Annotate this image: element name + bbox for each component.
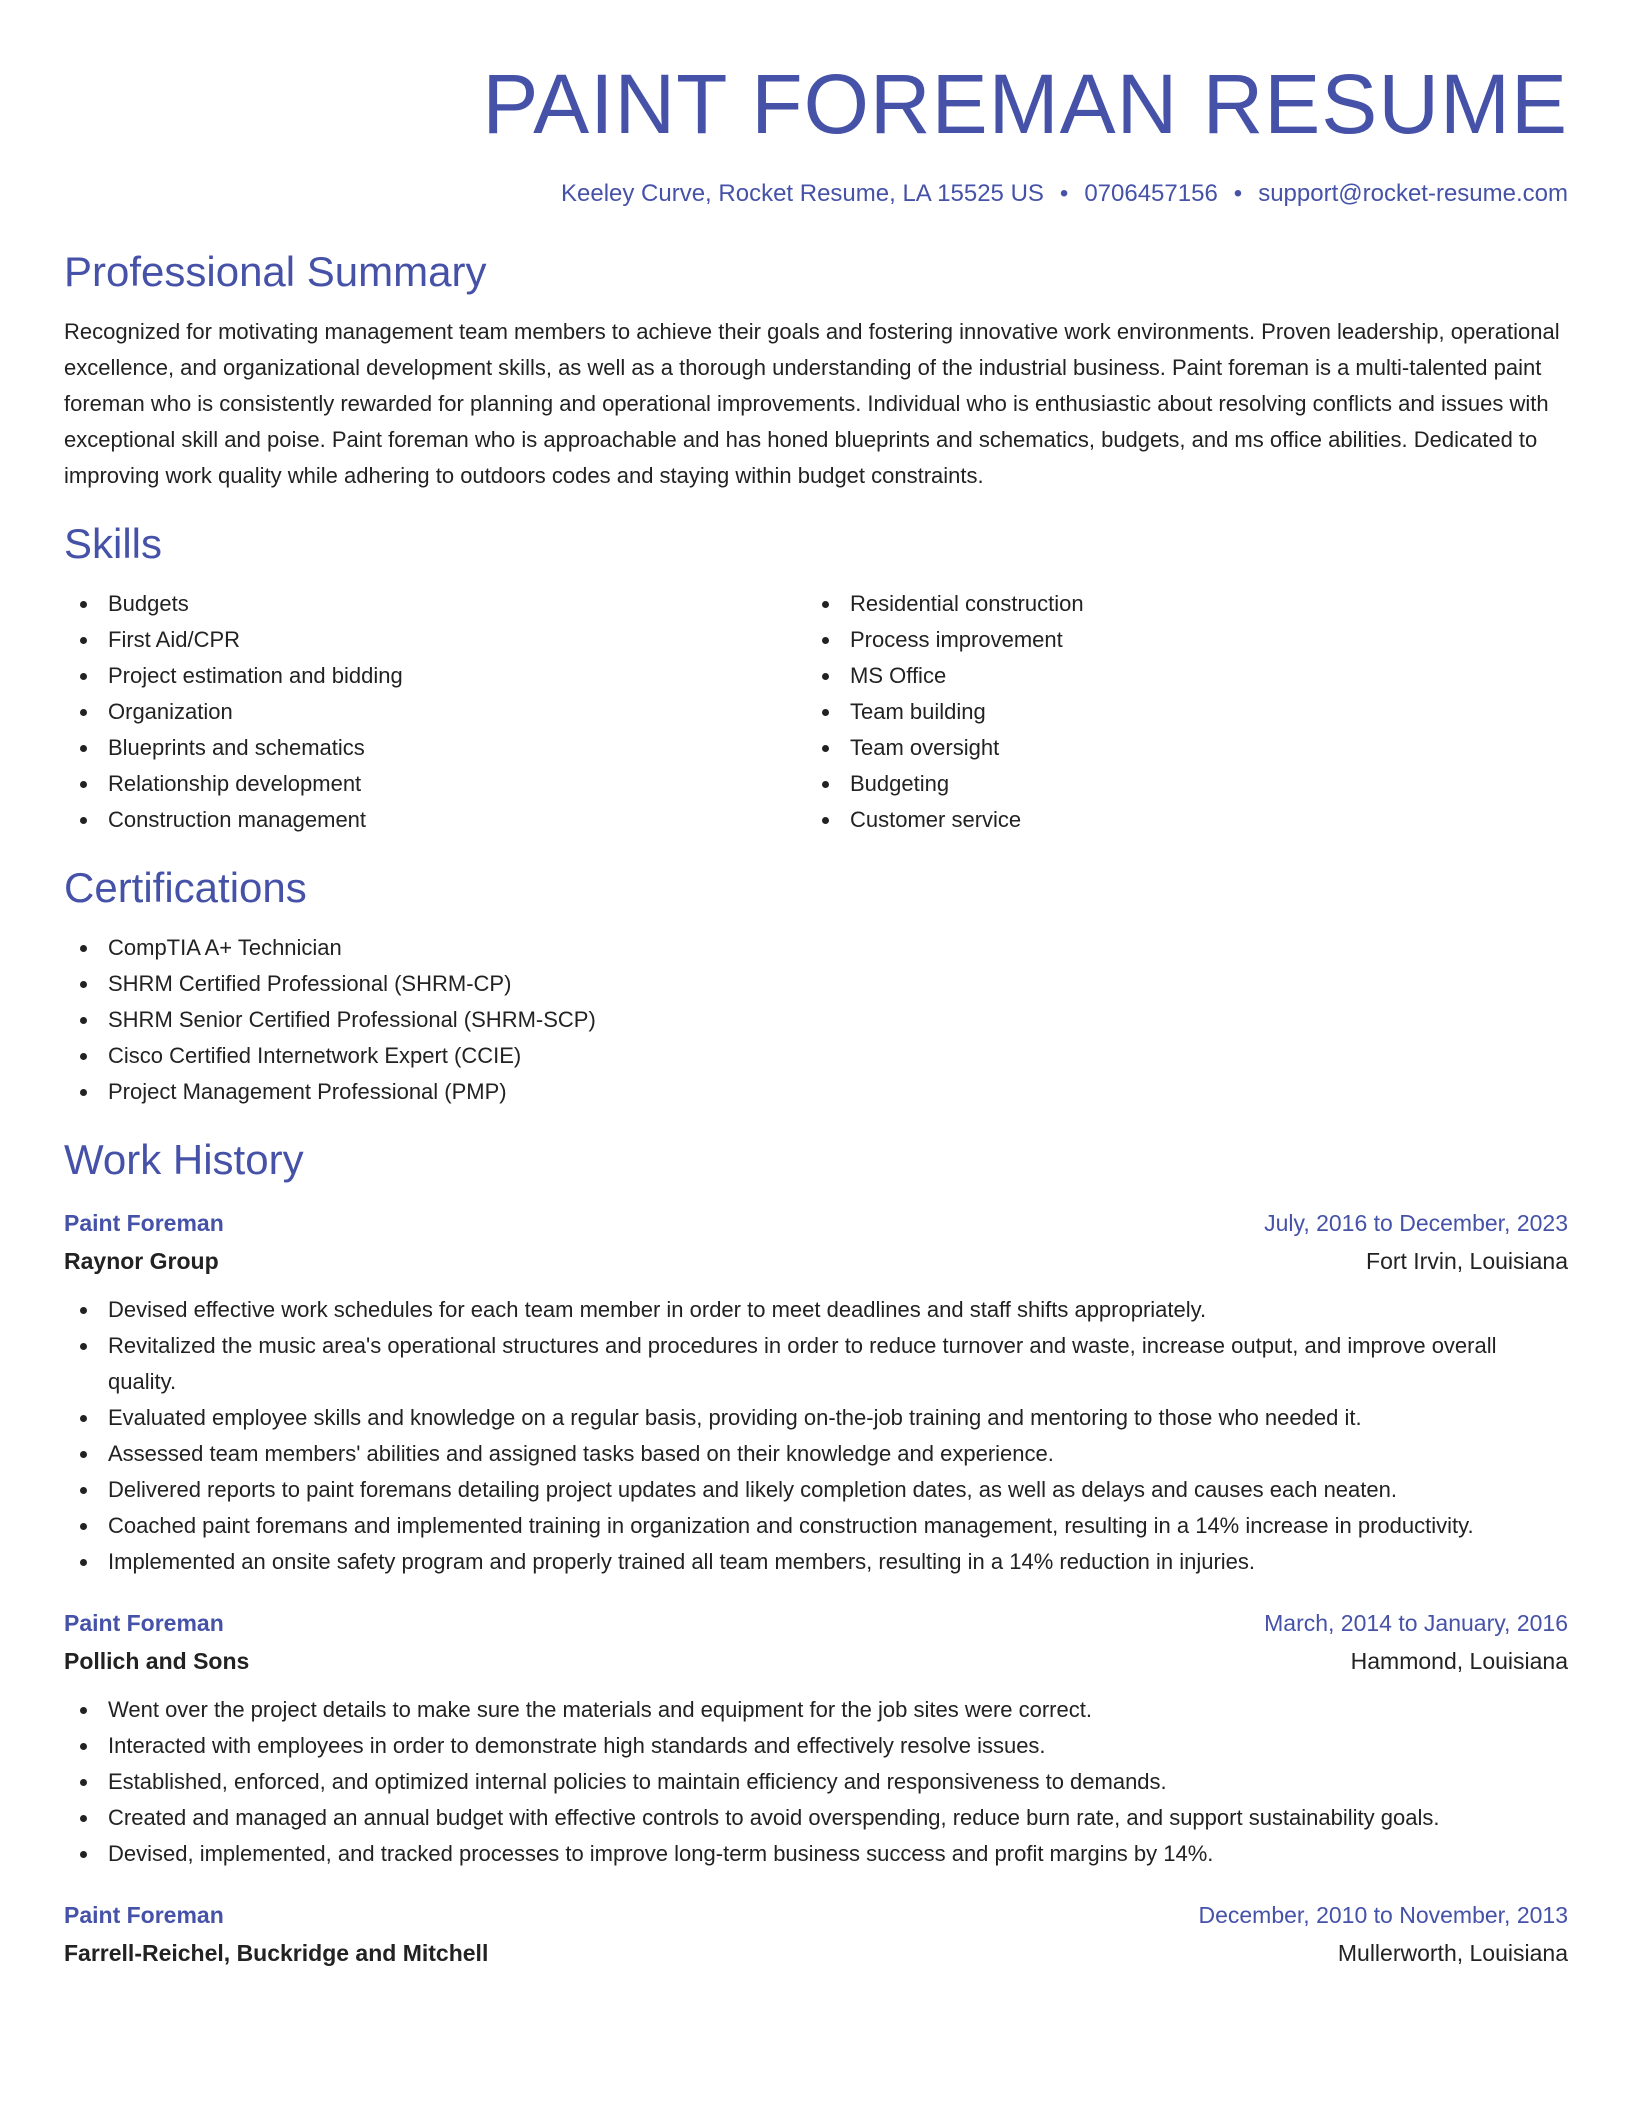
list-item: Interacted with employees in order to demonstrate high standards and effectively resolve issues.	[64, 1728, 1568, 1764]
summary-heading: Professional Summary	[64, 248, 487, 295]
work-history-heading: Work History	[64, 1136, 304, 1183]
list-item: Evaluated employee skills and knowledge on a regular basis, providing on-the-job training and mentoring to those who needed it.	[64, 1400, 1568, 1436]
list-item: Organization	[64, 694, 806, 730]
list-item: Residential construction	[806, 586, 1548, 622]
list-item: Construction management	[64, 802, 806, 838]
list-item: Went over the project details to make sure the materials and equipment for the job sites were correct.	[64, 1692, 1568, 1728]
contact-line	[64, 178, 1568, 210]
list-item: Devised effective work schedules for each team member in order to meet deadlines and staff shifts appropriately.	[64, 1292, 1568, 1328]
list-item: First Aid/CPR	[64, 622, 806, 658]
job-entry	[64, 1896, 1568, 1972]
list-item: Budgeting	[806, 766, 1548, 802]
list-item: Cisco Certified Internetwork Expert (CCIE)	[64, 1038, 1568, 1074]
resume-page	[64, 0, 1568, 2112]
job-location: Fort Irvin, Louisiana	[1366, 1248, 1568, 1274]
job-title: Paint Foreman	[64, 1210, 224, 1236]
skills-column-right	[806, 586, 1548, 838]
list-item: Created and managed an annual budget with effective controls to avoid overspending, reduce burn rate, and support sustainability goals.	[64, 1800, 1568, 1836]
certifications-list	[64, 930, 1568, 1110]
skills-heading: Skills	[64, 520, 163, 567]
list-item: SHRM Certified Professional (SHRM-CP)	[64, 966, 1568, 1002]
list-item: Coached paint foremans and implemented training in organization and construction management, resulting in a 14% increase in productivity.	[64, 1508, 1568, 1544]
job-company-row	[64, 1934, 1568, 1972]
job-dates: July, 2016 to December, 2023	[1264, 1210, 1568, 1236]
contact-separator: •	[1059, 180, 1069, 207]
job-company: Pollich and Sons	[64, 1648, 250, 1674]
job-title-row	[64, 1604, 1568, 1642]
job-dates: December, 2010 to November, 2013	[1198, 1902, 1568, 1928]
list-item: Process improvement	[806, 622, 1548, 658]
list-item: Revitalized the music area's operational structures and procedures in order to reduce turnover and waste, increase output, and improve overall quality.	[64, 1328, 1568, 1400]
skills-columns	[64, 586, 1568, 838]
job-title: Paint Foreman	[64, 1610, 224, 1636]
contact-email: support@rocket-resume.com	[1258, 180, 1568, 207]
list-item: Team oversight	[806, 730, 1548, 766]
job-location: Mullerworth, Louisiana	[1337, 1940, 1568, 1966]
list-item: Team building	[806, 694, 1548, 730]
contact-phone: 0706457156	[1084, 180, 1218, 207]
list-item: Budgets	[64, 586, 806, 622]
list-item: MS Office	[806, 658, 1548, 694]
job-dates: March, 2014 to January, 2016	[1264, 1610, 1568, 1636]
skills-column-left	[64, 586, 806, 838]
job-company-row	[64, 1642, 1568, 1680]
list-item: Project Management Professional (PMP)	[64, 1074, 1568, 1110]
list-item: Relationship development	[64, 766, 806, 802]
job-title: Paint Foreman	[64, 1902, 224, 1928]
job-company: Raynor Group	[64, 1248, 219, 1274]
list-item: Devised, implemented, and tracked processes to improve long-term business success and profit margins by 14%.	[64, 1836, 1568, 1872]
skills-list-right	[806, 586, 1548, 838]
job-duties-list	[64, 1292, 1568, 1580]
job-company: Farrell-Reichel, Buckridge and Mitchell	[64, 1940, 489, 1966]
job-company-row	[64, 1242, 1568, 1280]
list-item: SHRM Senior Certified Professional (SHRM-SCP)	[64, 1002, 1568, 1038]
certifications-heading: Certifications	[64, 864, 307, 911]
list-item: Implemented an onsite safety program and properly trained all team members, resulting in a 14% reduction in injuries.	[64, 1544, 1568, 1580]
list-item: CompTIA A+ Technician	[64, 930, 1568, 966]
list-item: Assessed team members' abilities and assigned tasks based on their knowledge and experience.	[64, 1436, 1568, 1472]
list-item: Customer service	[806, 802, 1548, 838]
list-item: Established, enforced, and optimized internal policies to maintain efficiency and responsiveness to demands.	[64, 1764, 1568, 1800]
job-duties-list	[64, 1692, 1568, 1872]
job-entry	[64, 1604, 1568, 1872]
job-title-row	[64, 1204, 1568, 1242]
job-title-row	[64, 1896, 1568, 1934]
resume-title: PAINT FOREMAN RESUME	[482, 57, 1568, 151]
list-item: Project estimation and bidding	[64, 658, 806, 694]
job-entry	[64, 1204, 1568, 1580]
list-item: Blueprints and schematics	[64, 730, 806, 766]
contact-separator: •	[1233, 180, 1243, 207]
list-item: Delivered reports to paint foremans detailing project updates and likely completion dates, as well as delays and causes each neaten.	[64, 1472, 1568, 1508]
summary-text: Recognized for motivating management team members to achieve their goals and fostering innovative work environments. Proven leadership, operational excellence, and organizational development skills, as well as a thorough understanding of the industrial business. Paint foreman is a multi-talented paint foreman who is consistently rewarded for planning and operational improvements. Individual who is enthusiastic about resolving conflicts and issues with exceptional skill and poise. Paint foreman who is approachable and has honed blueprints and schematics, budgets, and ms office abilities. Dedicated to improving work quality while adhering to outdoors codes and staying within budget constraints.	[64, 319, 1560, 488]
job-location: Hammond, Louisiana	[1350, 1648, 1568, 1674]
contact-address: Keeley Curve, Rocket Resume, LA 15525 US	[560, 180, 1044, 207]
skills-list-left	[64, 586, 806, 838]
